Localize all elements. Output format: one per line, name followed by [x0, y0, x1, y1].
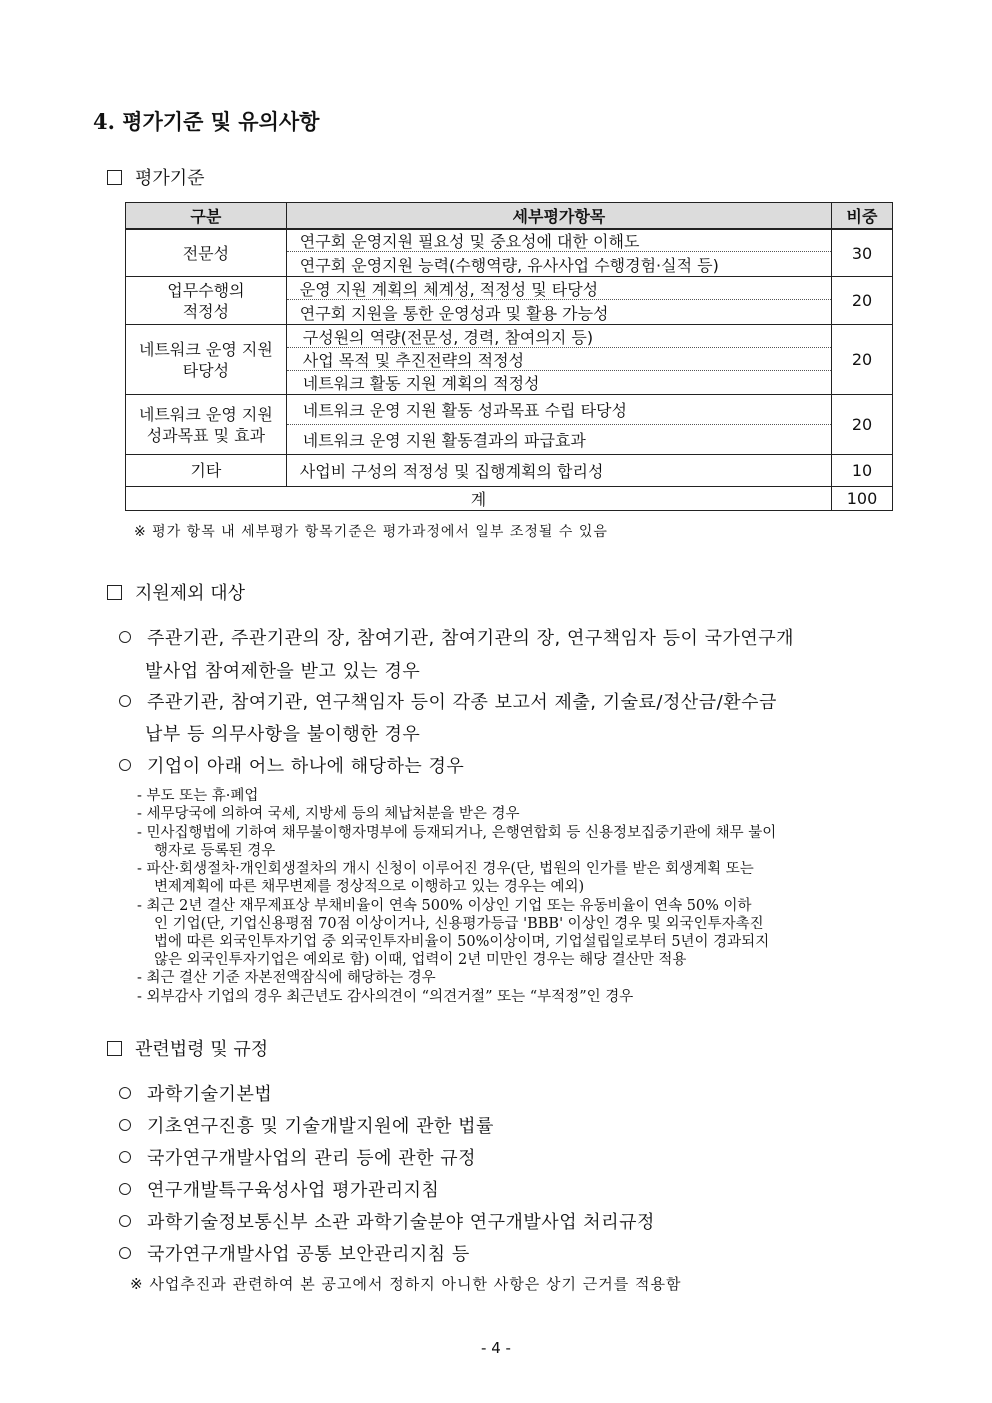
weight-cell: 20 [832, 277, 893, 325]
exclusion-bullet-continuation: 발사업 참여제한을 받고 있는 경우 [145, 661, 421, 682]
checkbox-square-icon [107, 585, 122, 600]
header-weight: 비중 [832, 203, 893, 230]
circle-bullet-icon [119, 1183, 131, 1195]
circle-bullet-icon [119, 1247, 131, 1259]
exclusion-bullet: 주관기관, 참여기관, 연구책임자 등이 각종 보고서 제출, 기술료/정산금/환수금 [119, 688, 777, 714]
circle-bullet-icon [119, 1087, 131, 1099]
page-number: - 4 - [481, 1339, 511, 1357]
category-cell: 전문성 [126, 229, 287, 277]
category-cell: 업무수행의 적정성 [126, 277, 287, 325]
exclusion-detail: - 세무당국에 의하여 국세, 지방세 등의 체납처분을 받은 경우 [137, 806, 520, 822]
table-note: ※ 평가 항목 내 세부평가 항목기준은 평가과정에서 일부 조정될 수 있음 [134, 524, 608, 540]
table-total-row [126, 487, 893, 511]
table-row [126, 455, 893, 487]
checkbox-square-icon [107, 1041, 122, 1056]
exclusion-detail: - 파산·회생절차·개인회생절차의 개시 신청이 이루어진 경우(단, 법원의 인가를 받은 회생계획 또는 [137, 861, 754, 877]
section-label: 관련법령 및 규정 [135, 1039, 269, 1060]
law-item: 과학기술정보통신부 소관 과학기술분야 연구개발사업 처리규정 [119, 1208, 655, 1234]
items-cell [286, 395, 831, 455]
weight-cell: 20 [832, 325, 893, 395]
item-text: 구성원의 역량(전문성, 경력, 참여의지 등) [287, 325, 831, 348]
category-cell: 네트워크 운영 지원 타당성 [126, 325, 287, 395]
item-text: 연구회 지원을 통한 운영성과 및 활용 가능성 [299, 303, 609, 323]
item-text: 네트워크 운영 지원 활동결과의 파급효과 [302, 431, 586, 450]
section-label: 평가기준 [135, 168, 205, 189]
law-item: 국가연구개발사업 공통 보안관리지침 등 [119, 1240, 470, 1266]
exclusion-detail: - 최근 2년 결산 재무제표상 부채비율이 연속 500% 이상인 기업 또는 유동비율이 연속 50% 이하 [137, 898, 752, 914]
table-row [126, 277, 893, 325]
weight-cell: 10 [832, 455, 893, 487]
header-items: 세부평가항목 [286, 203, 831, 230]
weight-cell: 20 [832, 395, 893, 455]
circle-bullet-icon [119, 1119, 131, 1131]
exclusion-detail-continuation: 행자로 등록된 경우 [154, 843, 276, 859]
total-value: 100 [832, 487, 893, 511]
items-cell [286, 455, 831, 487]
exclusion-bullet: 기업이 아래 어느 하나에 해당하는 경우 [119, 752, 464, 778]
item-text: 사업 목적 및 추진전략의 적정성 [287, 348, 831, 371]
circle-bullet-icon [119, 1151, 131, 1163]
exclusion-bullet-continuation: 납부 등 의무사항을 불이행한 경우 [145, 724, 421, 745]
exclusion-detail: - 부도 또는 휴·폐업 [137, 788, 259, 804]
laws-note: ※ 사업추진과 관련하여 본 공고에서 정하지 아니한 사항은 상기 근거를 적용함 [130, 1275, 682, 1293]
items-cell [286, 229, 831, 277]
law-item: 과학기술기본법 [119, 1080, 272, 1106]
exclusion-detail: - 외부감사 기업의 경우 최근년도 감사의견이 “의견거절” 또는 “부적정”인 경우 [137, 989, 634, 1005]
item-text: 네트워크 활동 지원 계획의 적정성 [302, 374, 540, 393]
exclusion-detail-continuation: 인 기업(단, 기업신용평점 70점 이상이거나, 신용평가등급 'BBB' 이상인 경우 및 외국인투자촉진 [154, 916, 764, 932]
exclusion-detail-continuation: 법에 따른 외국인투자기업 중 외국인투자비율이 50%이상이며, 기업설립일로부터 5년이 경과되지 [154, 934, 770, 950]
items-cell [286, 277, 831, 325]
circle-bullet-icon [119, 1215, 131, 1227]
exclusion-detail-continuation: 않은 외국인투자기업은 예외로 함) 이때, 업력이 2년 미만인 경우는 해당 결산만 적용 [154, 952, 687, 968]
weight-cell: 30 [832, 229, 893, 277]
total-label: 계 [126, 487, 832, 511]
circle-bullet-icon [119, 759, 131, 771]
page-title: 4. 평가기준 및 유의사항 [93, 109, 320, 134]
exclusion-detail: - 최근 결산 기준 자본전액잠식에 해당하는 경우 [137, 970, 436, 986]
items-cell [286, 325, 831, 395]
section-label: 지원제외 대상 [135, 583, 246, 604]
item-text: 연구회 운영지원 능력(수행역량, 유사사업 수행경험·실적 등) [299, 255, 719, 275]
table-header-row [126, 203, 893, 230]
item-text: 네트워크 운영 지원 활동 성과목표 수립 타당성 [287, 395, 831, 425]
law-item: 연구개발특구육성사업 평가관리지침 [119, 1176, 439, 1202]
law-item: 국가연구개발사업의 관리 등에 관한 규정 [119, 1144, 476, 1170]
section-heading-criteria [107, 164, 205, 190]
evaluation-table [125, 202, 893, 511]
section-heading-exclusion [107, 579, 245, 605]
exclusion-detail: - 민사집행법에 기하여 채무불이행자명부에 등재되거나, 은행연합회 등 신용정보집중기관에 채무 불이 [137, 825, 777, 841]
header-category: 구분 [126, 203, 287, 230]
exclusion-bullet: 주관기관, 주관기관의 장, 참여기관, 참여기관의 장, 연구책임자 등이 국가연구개 [119, 624, 794, 650]
circle-bullet-icon [119, 695, 131, 707]
category-cell: 네트워크 운영 지원 성과목표 및 효과 [126, 395, 287, 455]
item-text: 운영 지원 계획의 체계성, 적정성 및 타당성 [287, 277, 831, 300]
checkbox-square-icon [107, 170, 122, 185]
law-item: 기초연구진흥 및 기술개발지원에 관한 법률 [119, 1112, 494, 1138]
exclusion-detail-continuation: 변제계획에 따른 채무변제를 정상적으로 이행하고 있는 경우는 예외) [154, 879, 585, 895]
section-heading-laws [107, 1035, 268, 1061]
circle-bullet-icon [119, 631, 131, 643]
item-text: 연구회 운영지원 필요성 및 중요성에 대한 이해도 [287, 230, 831, 252]
category-cell: 기타 [126, 455, 287, 487]
table-row [126, 395, 893, 455]
item-text: 사업비 구성의 적정성 및 집행계획의 합리성 [299, 462, 604, 481]
table-row [126, 229, 893, 277]
table-row [126, 325, 893, 395]
